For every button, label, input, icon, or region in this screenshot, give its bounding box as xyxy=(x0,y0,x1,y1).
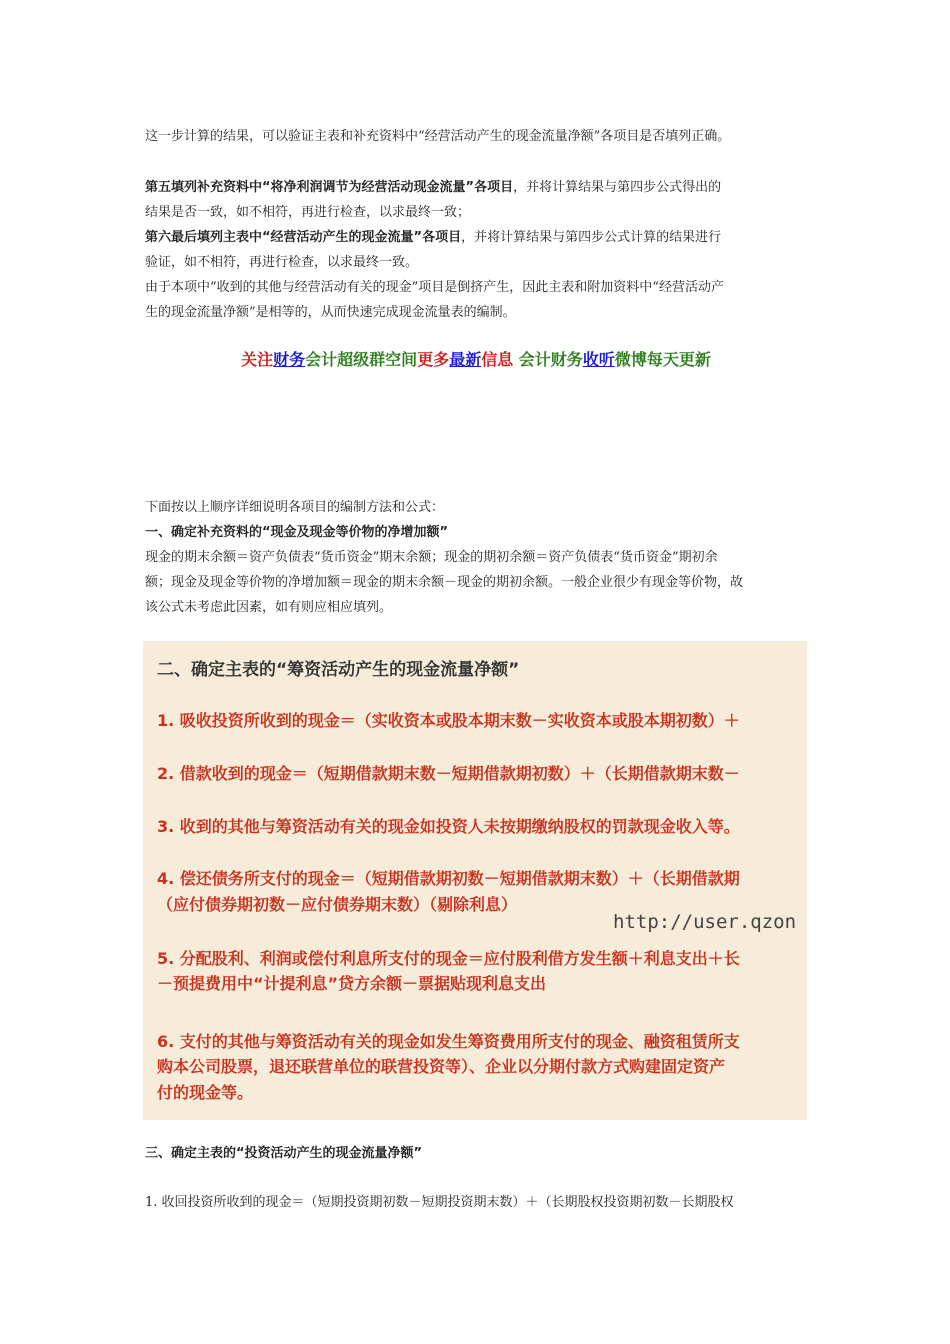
section3-title: 三、确定主表的“投资活动产生的现金流量净额” xyxy=(145,1146,423,1161)
note-line1: 由于本项中“收到的其他与经营活动有关的现金”项目是倒挤产生，因此主表和附加资料中“经营活动产 xyxy=(145,280,724,295)
panel-item-5a: 5. 分配股利、利润或偿付利息所支付的现金＝应付股利借方发生额＋利息支出＋长 xyxy=(157,949,740,968)
step5-heading: 第五填列补充资料中“将净利润调节为经营活动现金流量”各项目 xyxy=(145,180,514,195)
promo-link-listen[interactable]: 收听 xyxy=(582,350,615,369)
panel-item-6b: 购本公司股票，退还联营单位的联营投资等）、企业以分期付款方式购建固定资产 xyxy=(157,1057,726,1076)
panel-title: 二、确定主表的“筹资活动产生的现金流量净额” xyxy=(157,660,520,680)
step5-line1 xyxy=(145,175,807,200)
section1-line1: 现金的期末余额＝资产负债表“货币资金”期末余额；现金的期初余额＝资产负债表“货币资金”期初余 xyxy=(145,550,718,565)
panel-item-3: 3. 收到的其他与筹资活动有关的现金如投资人未按期缴纳股权的罚款现金收入等。 xyxy=(157,817,740,836)
intro-text: 下面按以上顺序详细说明各项目的编制方法和公式： xyxy=(145,500,445,515)
step5-line2: 结果是否一致，如不相符，再进行检查，以求最终一致； xyxy=(145,205,471,220)
promo-text: 关注 xyxy=(241,350,274,369)
panel-item-4a: 4. 偿还债务所支付的现金＝（短期借款期初数－短期借款期末数）＋（长期借款期 xyxy=(157,869,740,888)
step6-line2: 验证，如不相符，再进行检查，以求最终一致。 xyxy=(145,255,419,270)
promo-banner xyxy=(145,348,807,372)
promo-text: 会计超级群空间 xyxy=(305,350,418,369)
panel-item-1: 1. 吸收投资所收到的现金＝（实收资本或股本期末数－实收资本或股本期初数）＋ xyxy=(157,711,740,730)
panel-item-6c: 付的现金等。 xyxy=(157,1083,254,1102)
step5-text: ，并将计算结果与第四步公式得出的 xyxy=(513,180,722,195)
note-line2: 生的现金流量净额”是相等的，从而快速完成现金流量表的编制。 xyxy=(145,305,516,320)
section1-title: 一、确定补充资料的“现金及现金等价物的净增加额” xyxy=(145,525,449,540)
promo-link-latest[interactable]: 最新 xyxy=(449,350,482,369)
section1-line2: 额；现金及现金等价物的净增加额＝现金的期末余额－现金的期初余额。一般企业很少有现金等价物，故 xyxy=(145,575,744,590)
promo-text: 信息 xyxy=(481,350,514,369)
section1-line3: 该公式未考虑此因素，如有则应相应填列。 xyxy=(145,600,393,615)
panel-watermark-url: http://user.qzon xyxy=(613,911,797,933)
step6-heading: 第六最后填列主表中“经营活动产生的现金流量”各项目 xyxy=(145,230,462,245)
promo-link-finance[interactable]: 财务 xyxy=(273,350,306,369)
panel-item-2: 2. 借款收到的现金＝（短期借款期末数－短期借款期初数）＋（长期借款期末数－ xyxy=(157,764,740,783)
promo-text: 更多 xyxy=(417,350,450,369)
panel-item-4b: （应付债券期初数－应付债券期末数）（剔除利息） xyxy=(157,895,518,914)
panel-item-6a: 6. 支付的其他与筹资活动有关的现金如发生筹资费用所支付的现金、融资租赁所支 xyxy=(157,1032,740,1051)
promo-text: 会计财务 xyxy=(513,350,583,369)
paragraph-verify: 这一步计算的结果，可以验证主表和补充资料中“经营活动产生的现金流量净额”各项目是否填列正确。 xyxy=(145,129,731,144)
step6-line1 xyxy=(145,225,807,250)
step6-text: ，并将计算结果与第四步公式计算的结果进行 xyxy=(461,230,722,245)
panel-item-5b: －预提费用中“计提利息”贷方余额－票据贴现利息支出 xyxy=(157,974,547,993)
section3-line1: 1. 收回投资所收到的现金＝（短期投资期初数－短期投资期末数）＋（长期股权投资期初数－长期股权 xyxy=(145,1195,734,1210)
promo-text: 微博每天更新 xyxy=(614,350,711,369)
formula-image-panel xyxy=(143,641,807,1120)
